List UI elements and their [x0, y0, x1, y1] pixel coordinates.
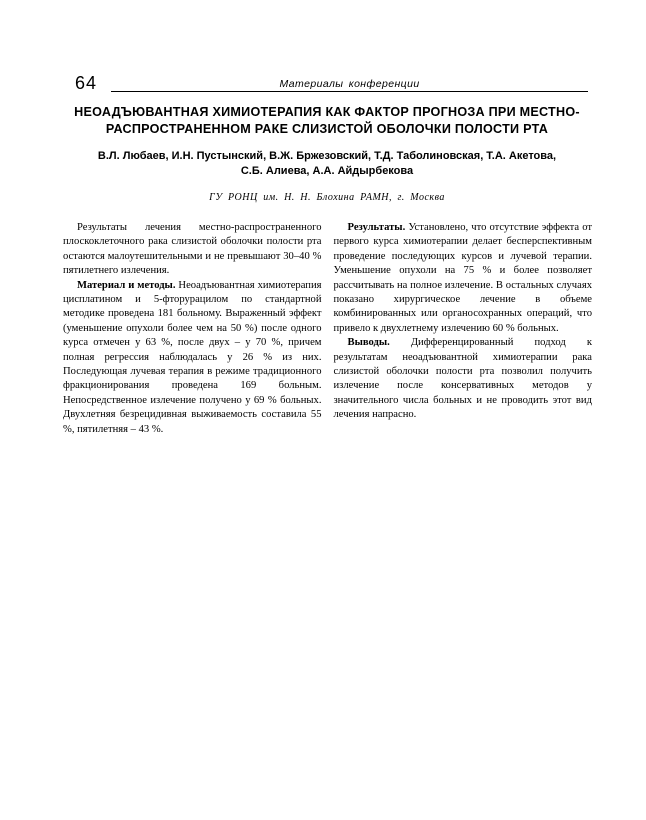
paragraph-text: Установлено, что отсутствие эффекта от первого курса химиотерапии делает бесперспективным проведение последующих курсов и лучевой терапии. Уменьшение опухоли на 75 % и более позволяет рассчитывать на полное излечение. В остальных случаях показано хирургическое лечение в объеме комбинированных или органосохранных операций, что привело к двухлетнему излечению 60 % больных.: [333, 222, 592, 334]
paragraph-intro: [63, 221, 322, 279]
paragraph-results: [334, 221, 593, 336]
paragraph-lead: Выводы.: [347, 337, 390, 349]
authors-line-1: В.Л. Любаев, И.Н. Пустынский, В.Ж. Бржезовский, Т.Д. Таболиновская, Т.А. Акетова,: [97, 150, 557, 162]
page-number: 64: [75, 73, 98, 93]
article-title-line-1: НЕОАДЪЮВАНТНАЯ ХИМИОТЕРАПИЯ КАК ФАКТОР ПРОГНОЗА ПРИ МЕСТНО-: [74, 105, 580, 119]
article-title-line-2: РАСПРОСТРАНЕННОМ РАКЕ СЛИЗИСТОЙ ОБОЛОЧКИ ПОЛОСТИ РТА: [105, 122, 549, 136]
paragraph-conclusions: [334, 336, 593, 422]
running-head: Материалы конференции: [279, 77, 420, 90]
authors-line-2: С.Б. Алиева, А.А. Айдырбекова: [240, 165, 414, 177]
paragraph-text: Дифференцированный подход к результатам неоадъювантной химиотерапии рака слизистой оболочки полости рта позволил получить излечение после консервативных методов у значительного числа больных и не проводить этот вид лечения напрасно.: [333, 337, 592, 421]
column-right: [334, 221, 593, 437]
abstract-body: [63, 221, 592, 437]
page-header: [75, 74, 588, 92]
column-left: [63, 221, 322, 437]
paragraph-lead: Результаты.: [347, 222, 406, 233]
paragraph-lead: Материал и методы.: [77, 279, 176, 291]
paragraph-text: Неоадъювантная химиотерапия цисплатином и 5-фторурацилом по стандартной методике проведена 181 больному. Выраженный эффект (уменьшение опухоли более чем на 50 %) после одного курса отмечен у 63 %, после двух – у 70 %, причем полная регрессия наблюдалась у 26 % из них. Последующая лучевая терапия в режиме традиционного фракционирования проведена 169 больным. Непосредственное излечение получено у 69 % больных. Двухлетняя безрецидивная выживаемость составила 55 %, пятилетняя – 43 %.: [63, 279, 322, 435]
authors: [54, 149, 600, 179]
article-title: [54, 104, 600, 138]
paragraph-text: Результаты лечения местно-распространенного плоскоклеточного рака слизистой оболочки полости рта остаются малоутешительными и не превышают 30–40 % пятилетнего излечения.: [63, 222, 322, 277]
paragraph-materials-methods: [63, 279, 322, 437]
affiliation: ГУ РОНЦ им. Н. Н. Блохина РАМН, г. Москва: [209, 192, 445, 203]
header-rule: [111, 79, 588, 93]
